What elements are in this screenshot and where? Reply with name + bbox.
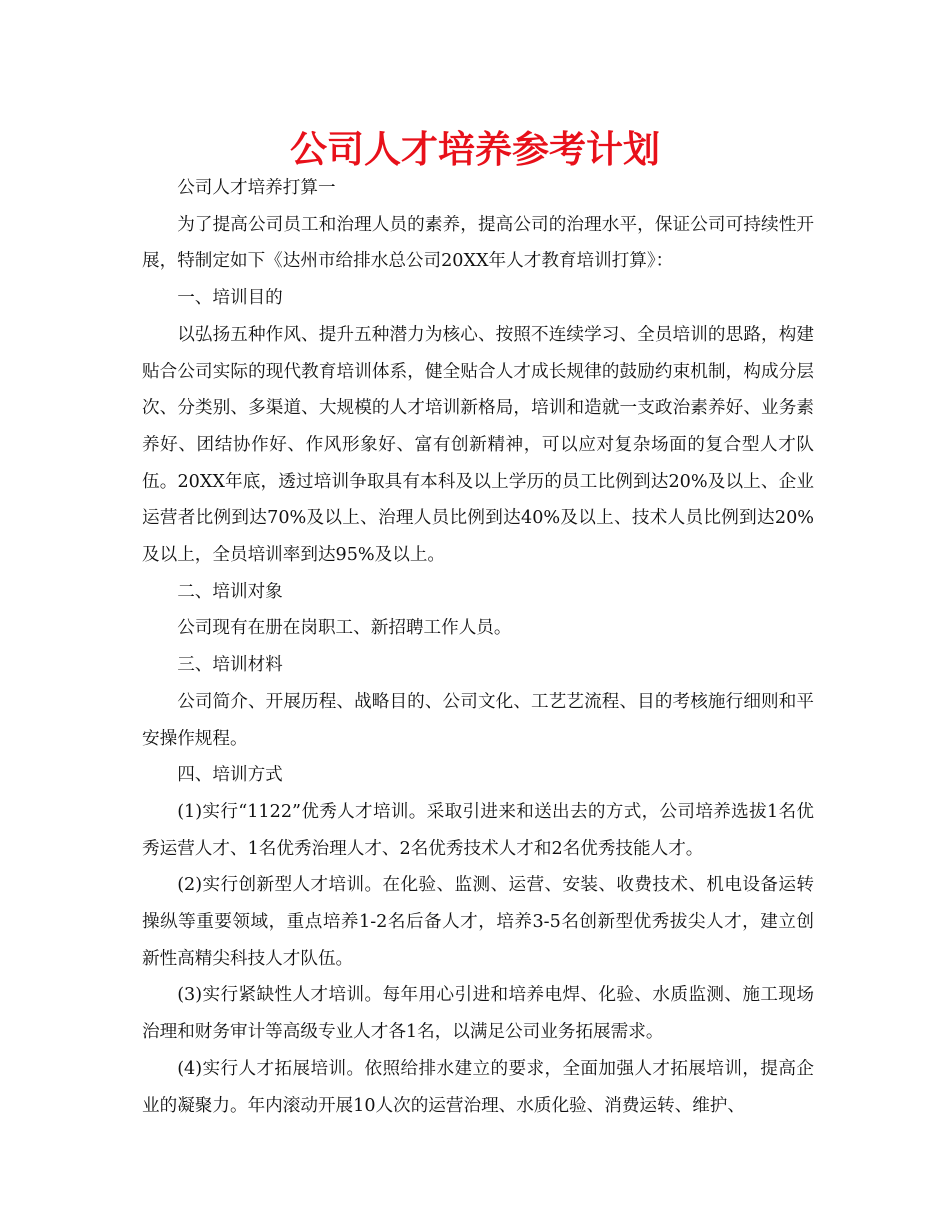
section-heading-materials: 三、培训材料 xyxy=(177,655,283,676)
paragraph-purpose: 以弘扬五种作风、提升五种潜力为核心、按照不连续学习、全员培训的思路，构建贴合公司实际的现代教育培训体系，健全贴合人才成长规律的鼓励约束机制，构成分层次、分类别、多渠道、大规模的人才培训新格局，培训和造就一支政治素养好、业务素养好、团结协作好、作风形象好、富有创新精神，可以应对复杂场面的复合型人才队伍。20XX年底，透过培训争取具有本科及以上学历的员工比例到达20%及以上、企业运营者比例到达70%及以上、治理人员比例到达40%及以上、技术人员比例到达20%及以上，全员培训率到达95%及以上。 xyxy=(142,324,814,566)
section-heading-methods: 四、培训方式 xyxy=(177,765,283,786)
paragraph-method-4: (4)实行人才拓展培训。依照给排水建立的要求，全面加强人才拓展培训，提高企业的凝聚力。年内滚动开展10人次的运营治理、水质化验、消费运转、维护、 xyxy=(142,1058,814,1116)
document-title: 公司人才培养参考计划 xyxy=(290,128,660,171)
paragraph-method-1: (1)实行“1122”优秀人才培训。采取引进来和送出去的方式，公司培养选拔1名优秀运营人才、1名优秀治理人才、2名优秀技术人才和2名优秀技能人才。 xyxy=(142,801,814,859)
paragraph-method-3: (3)实行紧缺性人才培训。每年用心引进和培养电焊、化验、水质监测、施工现场治理和财务审计等高级专业人才各1名，以满足公司业务拓展需求。 xyxy=(142,985,814,1043)
section-heading-targets: 二、培训对象 xyxy=(177,581,283,602)
paragraph-subtitle: 公司人才培养打算一 xyxy=(177,178,336,198)
section-heading-purpose: 一、培训目的 xyxy=(177,288,283,309)
paragraph-materials: 公司简介、开展历程、战略目的、公司文化、工艺艺流程、目的考核施行细则和平安操作规程。 xyxy=(142,691,814,749)
document-body xyxy=(142,170,814,1124)
paragraph-method-2: (2)实行创新型人才培训。在化验、监测、运营、安装、收费技术、机电设备运转操纵等重要领域，重点培养1-2名后备人才，培养3-5名创新型优秀拔尖人才，建立创新性高精尖科技人才队伍。 xyxy=(142,875,814,969)
paragraph-targets: 公司现有在册在岗职工、新招聘工作人员。 xyxy=(177,618,512,639)
paragraph-intro: 为了提高公司员工和治理人员的素养，提高公司的治理水平，保证公司可持续性开展，特制定如下《达州市给排水总公司20XX年人才教育培训打算》： xyxy=(142,214,814,272)
